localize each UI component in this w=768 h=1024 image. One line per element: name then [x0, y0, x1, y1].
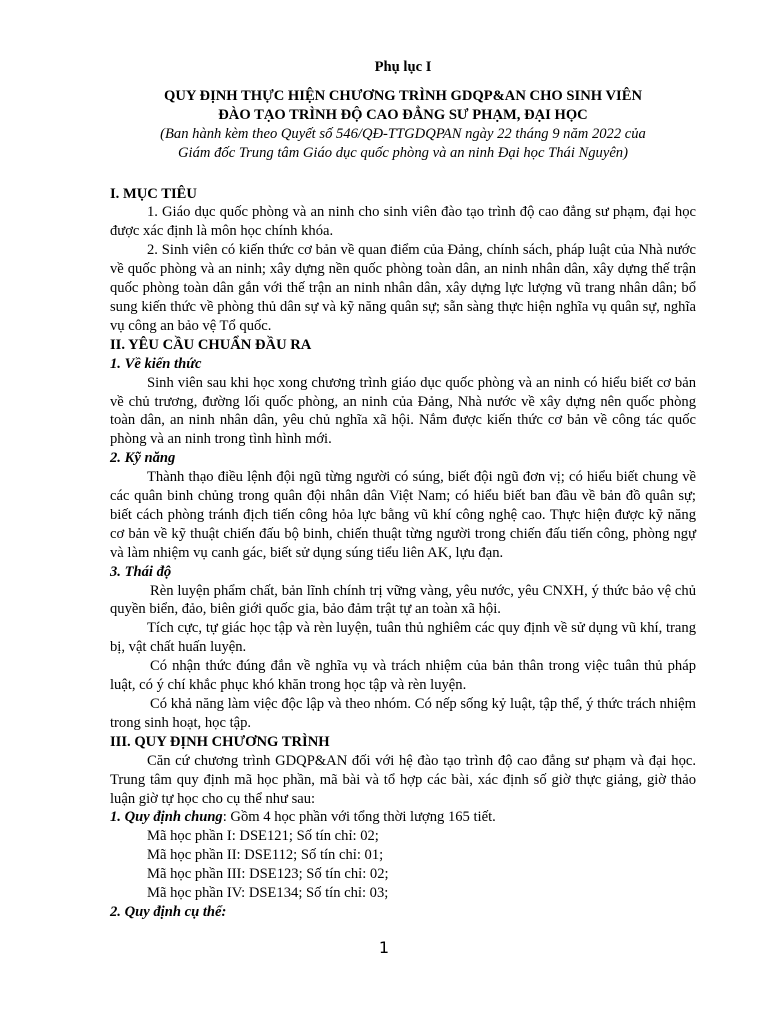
section-heading-outcomes: II. YÊU CẦU CHUẨN ĐẦU RA: [110, 336, 312, 353]
module-item: Mã học phần II: DSE112; Số tín chỉ: 01;: [147, 847, 384, 864]
paragraph: Rèn luyện phẩm chất, bản lĩnh chính trị vững vàng, yêu nước, yêu CNXH, ý thức bảo vệ chủ quyền biển, đảo, biên giới quốc gia, bảo đảm trật tự an toàn xã hội.: [110, 582, 696, 618]
section-heading-objectives: I. MỤC TIÊU: [110, 185, 197, 202]
general-rule-line: [110, 808, 696, 827]
section-heading-program: III. QUY ĐỊNH CHƯƠNG TRÌNH: [110, 733, 330, 750]
module-item: Mã học phần I: DSE121; Số tín chỉ: 02;: [147, 828, 379, 845]
subsection-heading-knowledge: 1. Về kiến thức: [110, 355, 202, 372]
page-number: 1: [378, 938, 390, 957]
module-item: Mã học phần III: DSE123; Số tín chỉ: 02;: [147, 866, 389, 883]
paragraph: Thành thạo điều lệnh đội ngũ từng người có súng, biết đội ngũ đơn vị; có hiểu biết chung về các quân binh chủng trong quân đội nhân dân Việt Nam; có hiểu biết ban đầu về bản đồ quân sự; biết cách phòng tránh địch tiến công hỏa lực bằng vũ khí công nghệ cao. Thực hiện được kỹ năng cơ bản về kỹ thuật chiến đấu bộ binh, chiến thuật từng người trong chiến đấu tiến công, phòng ngự và làm nhiệm vụ canh gác, biết sử dụng súng tiểu liên AK, lựu đạn.: [110, 469, 696, 561]
paragraph: 2. Sinh viên có kiến thức cơ bản về quan điểm của Đảng, chính sách, pháp luật của Nhà nước về quốc phòng và an ninh; xây dựng nền quốc phòng toàn dân, an ninh nhân dân, xây dựng thế trận quốc phòng toàn dân gắn với thế trận an ninh nhân dân, xây dựng lực lượng vũ trang nhân dân; bổ sung kiến thức về phòng thủ dân sự và kỹ năng quân sự; sẵn sàng thực hiện nghĩa vụ quân sự, nghĩa vụ công an bảo vệ Tổ quốc.: [110, 242, 696, 334]
paragraph: Có nhận thức đúng đắn về nghĩa vụ và trách nhiệm của bản thân trong việc tuân thủ pháp luật, có ý chí khắc phục khó khăn trong học tập và rèn luyện.: [110, 658, 696, 694]
subtitle-line-1: (Ban hành kèm theo Quyết số 546/QĐ-TTGDQPAN ngày 22 tháng 9 năm 2022 của: [160, 125, 646, 142]
paragraph: Có khả năng làm việc độc lập và theo nhóm. Có nếp sống kỷ luật, tập thể, ý thức trách nhiệm trong sinh hoạt, học tập.: [110, 696, 696, 731]
subsection-heading-attitude: 3. Thái độ: [110, 563, 172, 580]
paragraph: Sinh viên sau khi học xong chương trình giáo dục quốc phòng và an ninh có hiểu biết cơ bản về chủ trương, đường lối quốc phòng, an ninh của Đảng, Nhà nước về xây dựng nên quốc phòng toàn dân, an ninh nhân dân, yêu chủ nghĩa xã hội. Nắm được kiến thức cơ bản về công tác quốc phòng và an ninh trong tình hình mới.: [110, 374, 696, 448]
title-line-2: ĐÀO TẠO TRÌNH ĐỘ CAO ĐẲNG SƯ PHẠM, ĐẠI HỌC: [218, 106, 588, 123]
paragraph: 1. Giáo dục quốc phòng và an ninh cho sinh viên đào tạo trình độ cao đẳng sư phạm, đại học được xác định là môn học chính khóa.: [110, 204, 696, 240]
subtitle-line-2: Giám đốc Trung tâm Giáo dục quốc phòng và an ninh Đại học Thái Nguyên): [178, 144, 628, 161]
subsection-heading-specific: 2. Quy định cụ thể:: [110, 903, 227, 920]
subsection-heading-skills: 2. Kỹ năng: [110, 450, 176, 467]
document-title: [110, 87, 696, 163]
title-line-1: QUY ĐỊNH THỰC HIỆN CHƯƠNG TRÌNH GDQP&AN CHO SINH VIÊN: [164, 87, 642, 104]
paragraph: Tích cực, tự giác học tập và rèn luyện, tuân thủ nghiêm các quy định về sử dụng vũ khí, trang bị, vật chất huấn luyện.: [110, 620, 696, 656]
paragraph: Căn cứ chương trình GDQP&AN đối với hệ đào tạo trình độ cao đẳng sư phạm và đại học. Trung tâm quy định mã học phần, mã bài và tổ hợp các bài, xác định số giờ thực giảng, giờ thảo luận giờ tự học cho cụ thể như sau:: [110, 752, 696, 807]
document-page: [110, 58, 696, 922]
subsection-heading-general: 1. Quy định chung: [110, 809, 223, 826]
module-item: Mã học phần IV: DSE134; Số tín chỉ: 03;: [147, 885, 389, 902]
appendix-label: Phụ lục I: [374, 59, 432, 75]
general-rule-text: : Gồm 4 học phần với tổng thời lượng 165 tiết.: [222, 809, 496, 826]
